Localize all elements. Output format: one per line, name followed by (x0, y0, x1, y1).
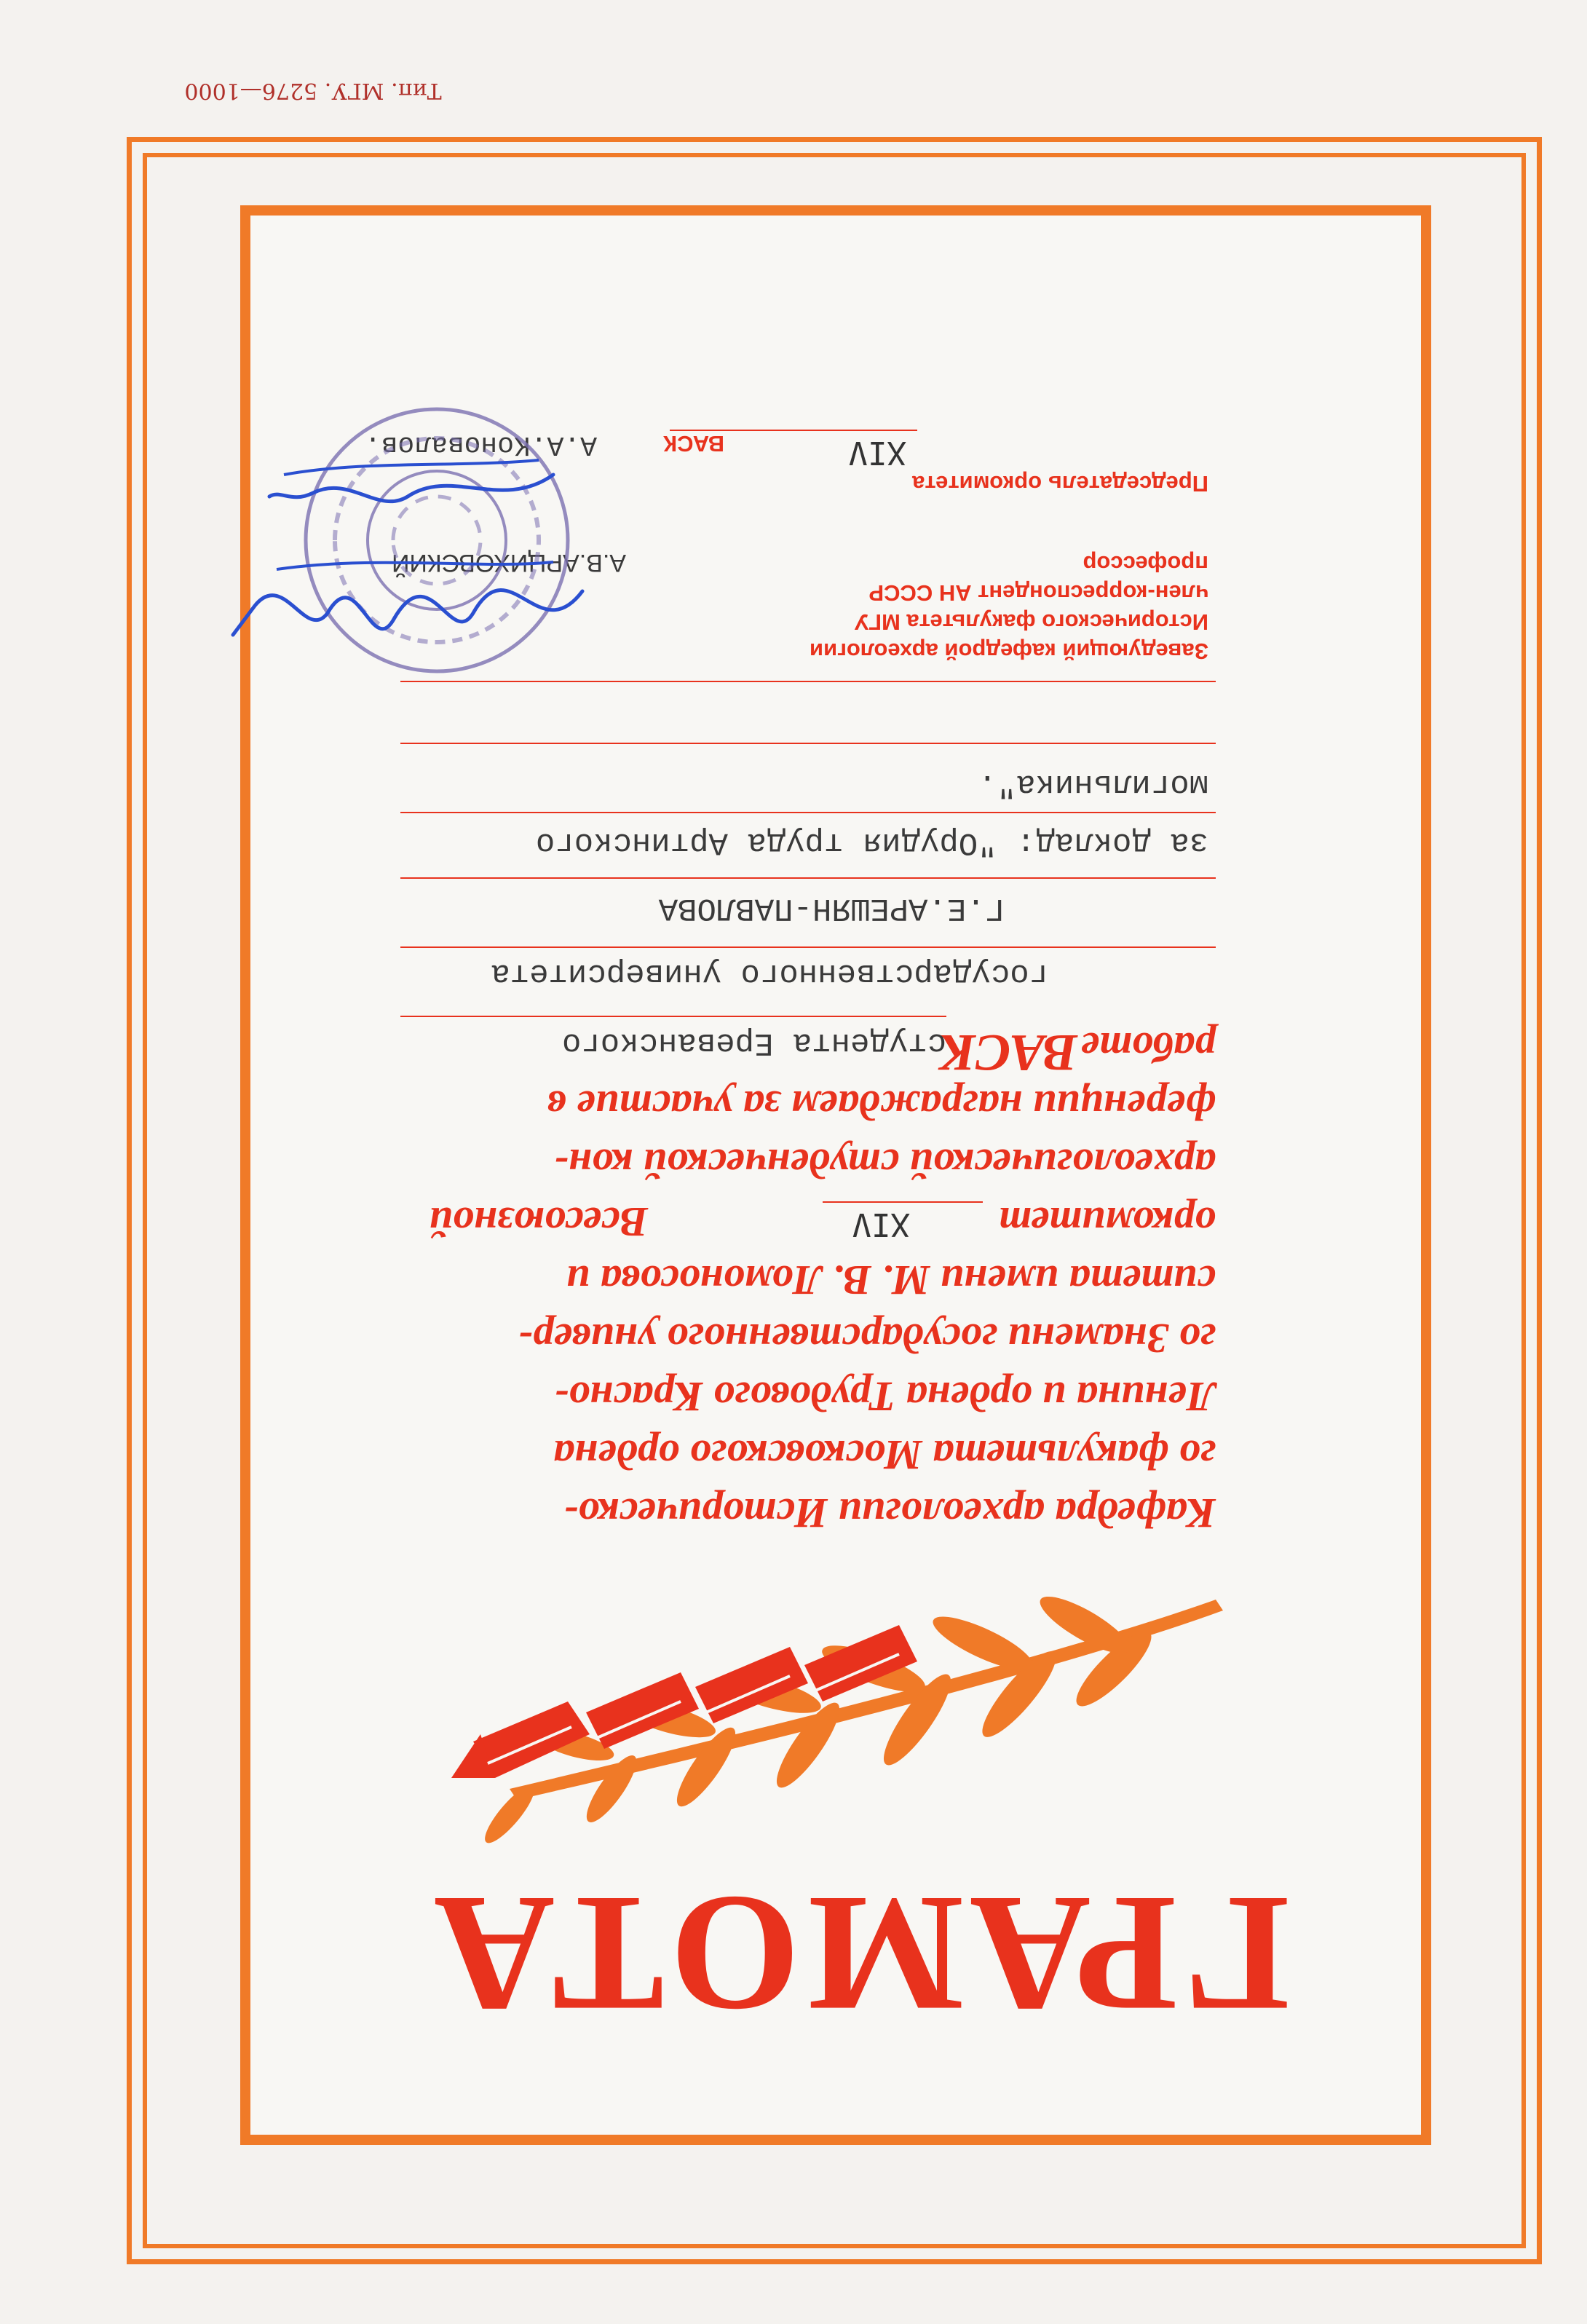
signatory-1-title-2: Исторического факультета МГУ (855, 609, 1208, 635)
certificate-title: ГРАМОТА (428, 1862, 1290, 2047)
signatory-1-name: А.В.АРЦИХОВСКИЙ (392, 549, 626, 577)
conference-number: XIV (852, 1206, 910, 1243)
body-line-4: го Знамени государственного универ- (518, 1315, 1216, 1362)
print-mark: Тип. МГУ. 5276—1000 (184, 78, 442, 103)
signatory-2-conf-name: ВАСК (663, 431, 724, 456)
blank-line (400, 743, 1216, 744)
signature-arcikhovsky (218, 533, 597, 679)
typed-line-5: могильника". (978, 766, 1208, 802)
blank-line (823, 1201, 983, 1203)
body-line-3: Ленина и ордена Трудового Красно- (554, 1373, 1216, 1420)
signatory-2-conf-number: XIV (848, 434, 906, 471)
body-line-2: го факультета Московского ордена (553, 1431, 1216, 1479)
body-line-1: Кафедра археологии Историческо- (563, 1490, 1216, 1537)
laurel-branch-icon (335, 1581, 1281, 1887)
body-line-8: ференции награждаем за участие в (547, 1082, 1216, 1129)
blank-line (400, 877, 1216, 879)
body-line-work: работе (1080, 1024, 1216, 1071)
typed-line-4: за доклад: "Орудия труда Артинского (535, 824, 1208, 861)
body-line-5: ситета имени М. В. Ломоносова и (566, 1257, 1216, 1304)
signatory-1-title-1: Заведующий кафедрой археологии (809, 639, 1208, 664)
typed-line-2: государственного университета (491, 955, 1048, 992)
blank-line (400, 1016, 946, 1017)
body-line-allunion: Всесоюзной (429, 1198, 648, 1246)
body-line-orgcommittee: оркомитет (998, 1198, 1216, 1246)
typed-line-3: Г.Е.АРЕШЯН-ПАВЛОВА (658, 890, 1005, 926)
signature-konovalov (262, 438, 568, 533)
body-line-7: археологической студенческой кон- (554, 1140, 1216, 1187)
blank-line (400, 946, 1216, 948)
signatory-2-name: А.А.Коновалов. (364, 429, 597, 460)
vask-handwritten: ВАСК (940, 1024, 1077, 1082)
signatory-1-title-4: профессор (1083, 551, 1208, 577)
typed-line-1: студента Ереванского (561, 1024, 946, 1061)
signatory-2-title: Председатель оркомитета (912, 471, 1208, 497)
signatory-1-title-3: член-корреспондент АН СССР (868, 580, 1208, 606)
blank-line (400, 812, 1216, 813)
